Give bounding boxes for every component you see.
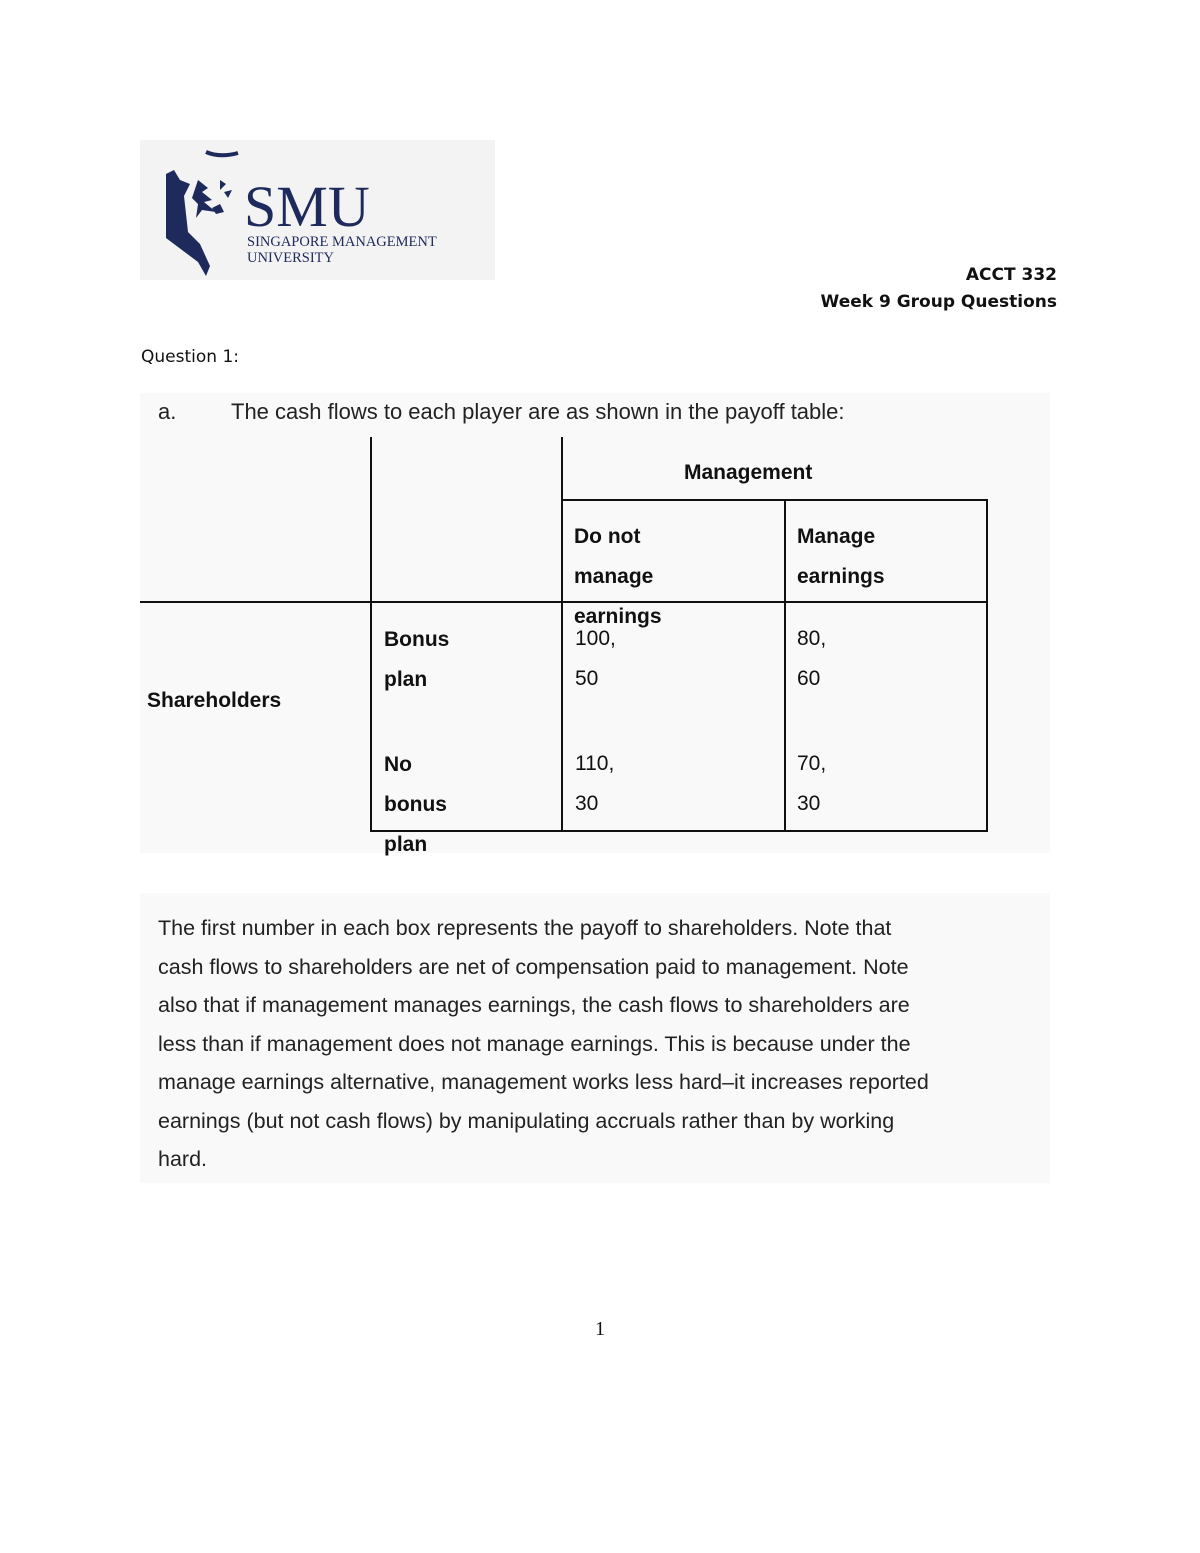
- smu-lion-emblem-icon: [140, 140, 495, 280]
- column-player-label: Management: [684, 461, 813, 484]
- explanation-snippet: [140, 893, 1050, 1183]
- row-header: Bonus plan: [384, 628, 450, 691]
- column-header: [797, 517, 885, 597]
- column-header-line: Manage: [797, 525, 876, 548]
- part-a-intro: [158, 399, 845, 425]
- payoff-table-snippet: [140, 393, 1050, 856]
- part-a-marker: a.: [158, 399, 177, 424]
- explanation-paragraph: [158, 909, 1038, 1179]
- paragraph-line: also that if management manages earnings, the cash flows to shareholders are: [158, 993, 910, 1017]
- page-number: 1: [595, 1318, 605, 1340]
- paragraph-line: earnings (but not cash flows) by manipulating accruals rather than by working: [158, 1108, 895, 1133]
- paragraph-line: cash flows to shareholders are net of compensation paid to management. Note: [158, 954, 909, 979]
- table-divider: [140, 601, 988, 603]
- row-player-label: Shareholders: [147, 689, 282, 712]
- part-a-intro-text: The cash flows to each player are as shown in the payoff table:: [231, 399, 845, 424]
- payoff-cell: 80, 60: [797, 627, 827, 690]
- row-header-line: plan: [384, 833, 428, 856]
- paragraph-line: less than if management does not manage earnings. This is because under the: [158, 1031, 911, 1056]
- column-header-line: earnings: [574, 605, 662, 628]
- logo-wordmark: SMU: [244, 174, 370, 239]
- payoff-cell: 100, 50: [575, 627, 616, 690]
- course-header: [821, 262, 1057, 316]
- paragraph-line: The first number in each box represents the payoff to shareholders. Note that: [158, 916, 892, 940]
- payoff-cell: 110, 30: [575, 752, 615, 815]
- table-divider: [561, 499, 988, 501]
- table-divider: [370, 830, 988, 832]
- payoff-cell: 70, 30: [797, 752, 827, 815]
- logo-subtitle-line1: SINGAPORE MANAGEMENT: [247, 234, 437, 250]
- table-divider: [370, 437, 372, 832]
- table-divider: [784, 500, 786, 832]
- course-code: ACCT 332: [965, 265, 1057, 285]
- logo-subtitle-line2: UNIVERSITY: [247, 250, 334, 266]
- table-divider: [561, 437, 563, 832]
- row-header-line: No bonus: [384, 753, 447, 816]
- column-header-line: earnings: [797, 565, 885, 588]
- table-divider: [986, 500, 988, 832]
- smu-logo: [140, 140, 495, 280]
- paragraph-line: manage earnings alternative, management works less hard–it increases reported: [158, 1070, 929, 1094]
- question-label: Question 1:: [141, 347, 239, 367]
- paragraph-line: hard.: [158, 1147, 208, 1171]
- row-header: [384, 745, 447, 865]
- column-header-line: Do not manage: [574, 525, 654, 588]
- document-title: Week 9 Group Questions: [820, 292, 1057, 312]
